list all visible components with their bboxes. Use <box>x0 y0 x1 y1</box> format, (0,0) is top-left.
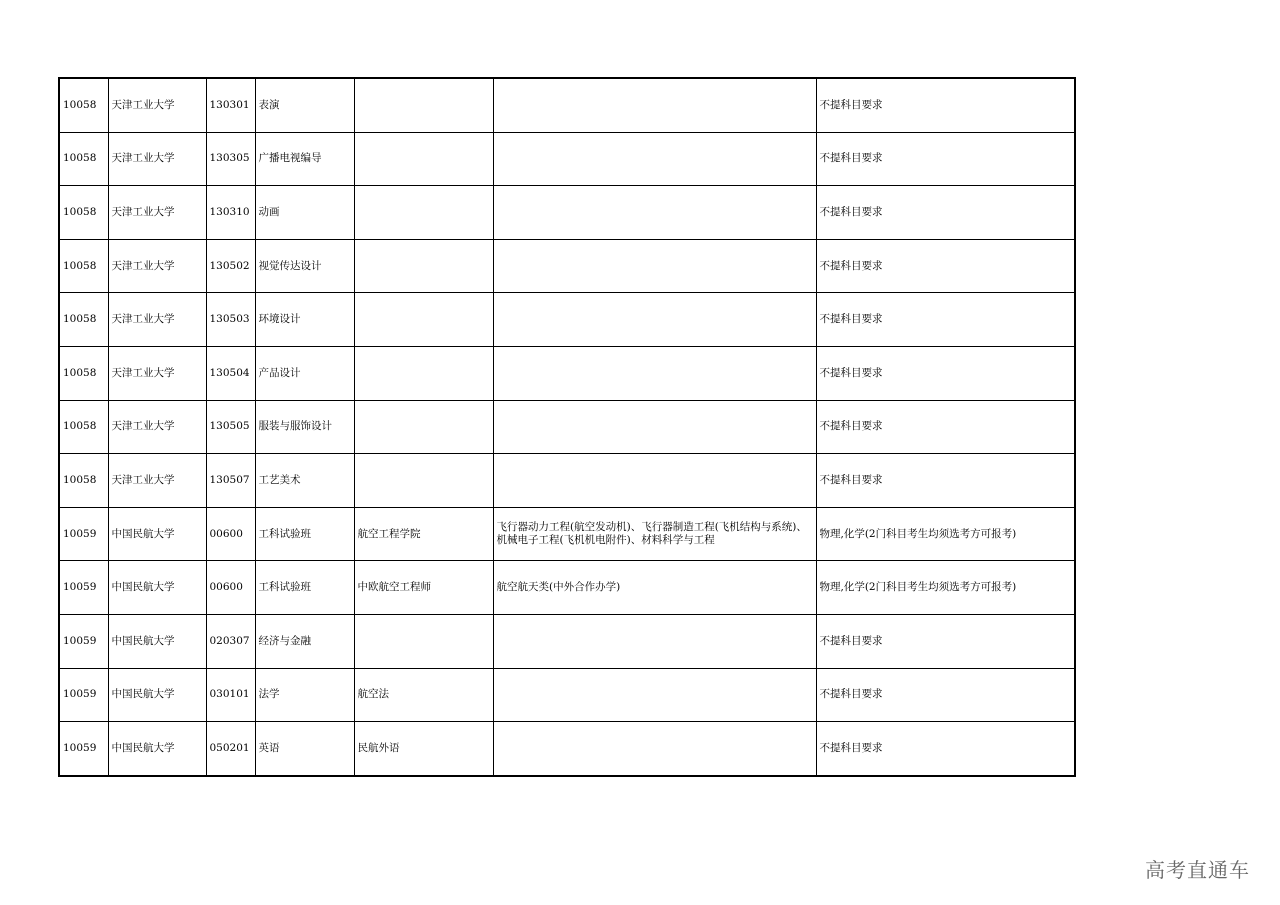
cell-school-name: 中国民航大学 <box>108 668 206 722</box>
table-row <box>59 239 1075 293</box>
cell-subject-requirement: 物理,化学(2门科目考生均须选考方可报考) <box>816 561 1075 615</box>
cell-included-majors <box>493 78 816 132</box>
cell-school-name: 天津工业大学 <box>108 454 206 508</box>
cell-major-name: 视觉传达设计 <box>255 239 354 293</box>
cell-college <box>354 346 493 400</box>
table-row <box>59 507 1075 561</box>
cell-college: 航空法 <box>354 668 493 722</box>
cell-school-code: 10058 <box>59 132 108 186</box>
cell-subject-requirement: 不提科目要求 <box>816 293 1075 347</box>
cell-major-code: 130504 <box>206 346 255 400</box>
cell-school-name: 天津工业大学 <box>108 293 206 347</box>
cell-school-code: 10058 <box>59 186 108 240</box>
cell-college <box>354 454 493 508</box>
cell-subject-requirement: 不提科目要求 <box>816 722 1075 776</box>
cell-subject-requirement: 不提科目要求 <box>816 614 1075 668</box>
table-row <box>59 722 1075 776</box>
table-row <box>59 293 1075 347</box>
cell-school-code: 10058 <box>59 400 108 454</box>
cell-college <box>354 239 493 293</box>
cell-major-name: 工科试验班 <box>255 507 354 561</box>
cell-major-name: 产品设计 <box>255 346 354 400</box>
cell-subject-requirement: 物理,化学(2门科目考生均须选考方可报考) <box>816 507 1075 561</box>
cell-major-name: 服装与服饰设计 <box>255 400 354 454</box>
cell-major-name: 经济与金融 <box>255 614 354 668</box>
cell-included-majors <box>493 346 816 400</box>
cell-school-name: 中国民航大学 <box>108 507 206 561</box>
table-body <box>59 78 1075 776</box>
cell-subject-requirement: 不提科目要求 <box>816 668 1075 722</box>
table-row <box>59 186 1075 240</box>
table-row <box>59 454 1075 508</box>
cell-school-code: 10059 <box>59 722 108 776</box>
cell-school-code: 10059 <box>59 614 108 668</box>
cell-subject-requirement: 不提科目要求 <box>816 400 1075 454</box>
cell-major-name: 广播电视编导 <box>255 132 354 186</box>
cell-school-code: 10059 <box>59 668 108 722</box>
cell-included-majors <box>493 668 816 722</box>
cell-school-name: 中国民航大学 <box>108 722 206 776</box>
cell-major-name: 动画 <box>255 186 354 240</box>
cell-major-code: 050201 <box>206 722 255 776</box>
table-row <box>59 400 1075 454</box>
cell-subject-requirement: 不提科目要求 <box>816 132 1075 186</box>
cell-major-name: 工科试验班 <box>255 561 354 615</box>
cell-college: 民航外语 <box>354 722 493 776</box>
cell-included-majors <box>493 132 816 186</box>
cell-included-majors <box>493 722 816 776</box>
cell-major-code: 020307 <box>206 614 255 668</box>
cell-school-name: 中国民航大学 <box>108 561 206 615</box>
cell-included-majors <box>493 400 816 454</box>
cell-major-code: 00600 <box>206 507 255 561</box>
cell-major-code: 130507 <box>206 454 255 508</box>
cell-school-code: 10058 <box>59 78 108 132</box>
watermark-text: 高考直通车 <box>1145 858 1250 882</box>
cell-college <box>354 186 493 240</box>
table-row <box>59 132 1075 186</box>
cell-college: 中欧航空工程师 <box>354 561 493 615</box>
cell-college <box>354 400 493 454</box>
cell-subject-requirement: 不提科目要求 <box>816 239 1075 293</box>
cell-included-majors <box>493 454 816 508</box>
cell-college <box>354 132 493 186</box>
cell-major-name: 英语 <box>255 722 354 776</box>
cell-school-code: 10058 <box>59 293 108 347</box>
cell-school-name: 天津工业大学 <box>108 400 206 454</box>
cell-major-code: 130502 <box>206 239 255 293</box>
cell-major-name: 法学 <box>255 668 354 722</box>
table-row <box>59 614 1075 668</box>
cell-school-code: 10059 <box>59 507 108 561</box>
cell-college: 航空工程学院 <box>354 507 493 561</box>
cell-included-majors <box>493 614 816 668</box>
cell-included-majors: 航空航天类(中外合作办学) <box>493 561 816 615</box>
table-row <box>59 561 1075 615</box>
cell-subject-requirement: 不提科目要求 <box>816 186 1075 240</box>
cell-major-code: 130505 <box>206 400 255 454</box>
cell-major-code: 130503 <box>206 293 255 347</box>
table-row <box>59 346 1075 400</box>
cell-included-majors <box>493 186 816 240</box>
table-row <box>59 668 1075 722</box>
cell-major-name: 表演 <box>255 78 354 132</box>
cell-major-code: 130301 <box>206 78 255 132</box>
cell-school-code: 10058 <box>59 346 108 400</box>
cell-major-code: 00600 <box>206 561 255 615</box>
cell-included-majors: 飞行器动力工程(航空发动机)、飞行器制造工程(飞机结构与系统)、机械电子工程(飞机机电附件)、材料科学与工程 <box>493 507 816 561</box>
cell-major-name: 环境设计 <box>255 293 354 347</box>
cell-school-code: 10059 <box>59 561 108 615</box>
cell-school-name: 天津工业大学 <box>108 346 206 400</box>
cell-subject-requirement: 不提科目要求 <box>816 454 1075 508</box>
cell-subject-requirement: 不提科目要求 <box>816 78 1075 132</box>
cell-school-name: 天津工业大学 <box>108 78 206 132</box>
cell-school-name: 天津工业大学 <box>108 186 206 240</box>
cell-included-majors <box>493 239 816 293</box>
cell-subject-requirement: 不提科目要求 <box>816 346 1075 400</box>
cell-college <box>354 78 493 132</box>
cell-school-name: 天津工业大学 <box>108 132 206 186</box>
subject-requirement-table <box>58 77 1076 777</box>
cell-school-code: 10058 <box>59 454 108 508</box>
cell-college <box>354 614 493 668</box>
cell-major-code: 130310 <box>206 186 255 240</box>
cell-school-code: 10058 <box>59 239 108 293</box>
cell-major-code: 030101 <box>206 668 255 722</box>
cell-school-name: 中国民航大学 <box>108 614 206 668</box>
table-row <box>59 78 1075 132</box>
cell-school-name: 天津工业大学 <box>108 239 206 293</box>
cell-college <box>354 293 493 347</box>
cell-included-majors <box>493 293 816 347</box>
cell-major-code: 130305 <box>206 132 255 186</box>
cell-major-name: 工艺美术 <box>255 454 354 508</box>
